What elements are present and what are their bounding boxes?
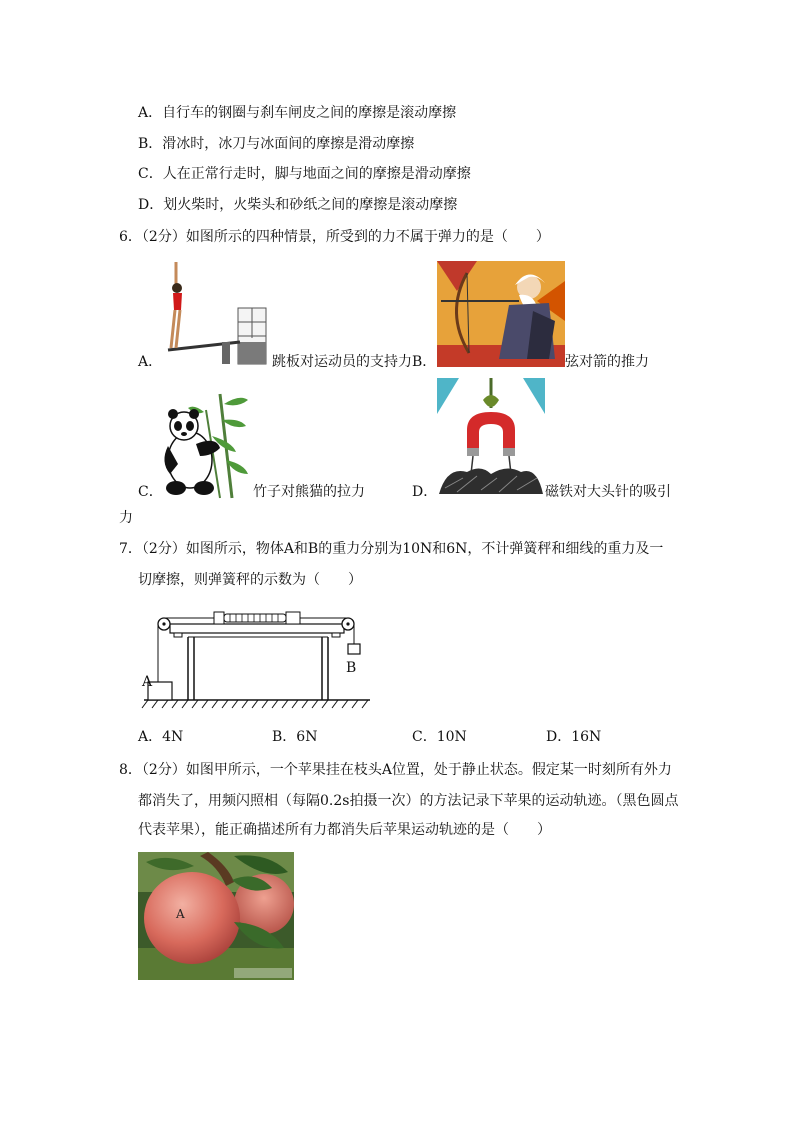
q7-option-b: B．6N: [272, 729, 318, 745]
q7-stem-line2: 切摩擦，则弹簧秤的示数为（ ）: [138, 572, 362, 588]
q7-option-c: C．10N: [412, 729, 467, 745]
q7-stem-line1: 7．（2分）如图所示，物体A和B的重力分别为10N和6N，不计弹簧秤和细线的重力及一: [119, 541, 664, 557]
q6-stem: 6．（2分）如图所示的四种情景，所受到的力不属于弹力的是（ ）: [119, 229, 550, 245]
q5-option-a: A．自行车的钢圈与刹车闸皮之间的摩擦是滚动摩擦: [138, 105, 457, 121]
q6-option-d-letter: D．: [412, 484, 438, 500]
apple-position-label: A: [176, 907, 185, 921]
spring-scale-pulley-figure: [138, 602, 376, 710]
weight-a-label: A: [142, 674, 153, 690]
q5-option-c: C．人在正常行走时，脚与地面之间的摩擦是滑动摩擦: [138, 166, 471, 182]
q7-option-a: A．4N: [138, 729, 184, 745]
magnet-pins-figure: [437, 378, 545, 496]
q8-stem-line1: 8．（2分）如图甲所示，一个苹果挂在枝头A位置，处于静止状态。假定某一时刻所有外力: [119, 762, 672, 778]
q6-option-b-letter: B．: [412, 354, 437, 370]
q8-stem-line2: 都消失了，用频闪照相（每隔0.2s拍摄一次）的方法记录下苹果的运动轨迹。（黑色圆点: [138, 793, 679, 809]
archer-figure: [437, 261, 565, 367]
q6-option-c-text: 竹子对熊猫的拉力: [253, 484, 365, 500]
q6-option-d-text-wrap: 力: [119, 510, 133, 526]
q5-option-b: B．滑冰时，冰刀与冰面间的摩擦是滑动摩擦: [138, 136, 415, 152]
weight-b-label: B: [346, 660, 357, 676]
panda-bamboo-figure: [160, 390, 250, 500]
q5-option-d: D．划火柴时，火柴头和砂纸之间的摩擦是滚动摩擦: [138, 197, 458, 213]
q7-option-d: D．16N: [546, 729, 602, 745]
q6-option-b-text: 弦对箭的推力: [565, 354, 649, 370]
q6-option-a-letter: A．: [138, 354, 163, 370]
diver-springboard-figure: [162, 258, 270, 366]
q6-option-c-letter: C．: [138, 484, 163, 500]
q6-option-a-text: 跳板对运动员的支持力: [272, 354, 412, 370]
q8-stem-line3: 代表苹果），能正确描述所有力都消失后苹果运动轨迹的是（ ）: [138, 822, 551, 838]
q6-option-d-text: 磁铁对大头针的吸引: [545, 484, 671, 500]
apple-photo: [138, 852, 294, 980]
